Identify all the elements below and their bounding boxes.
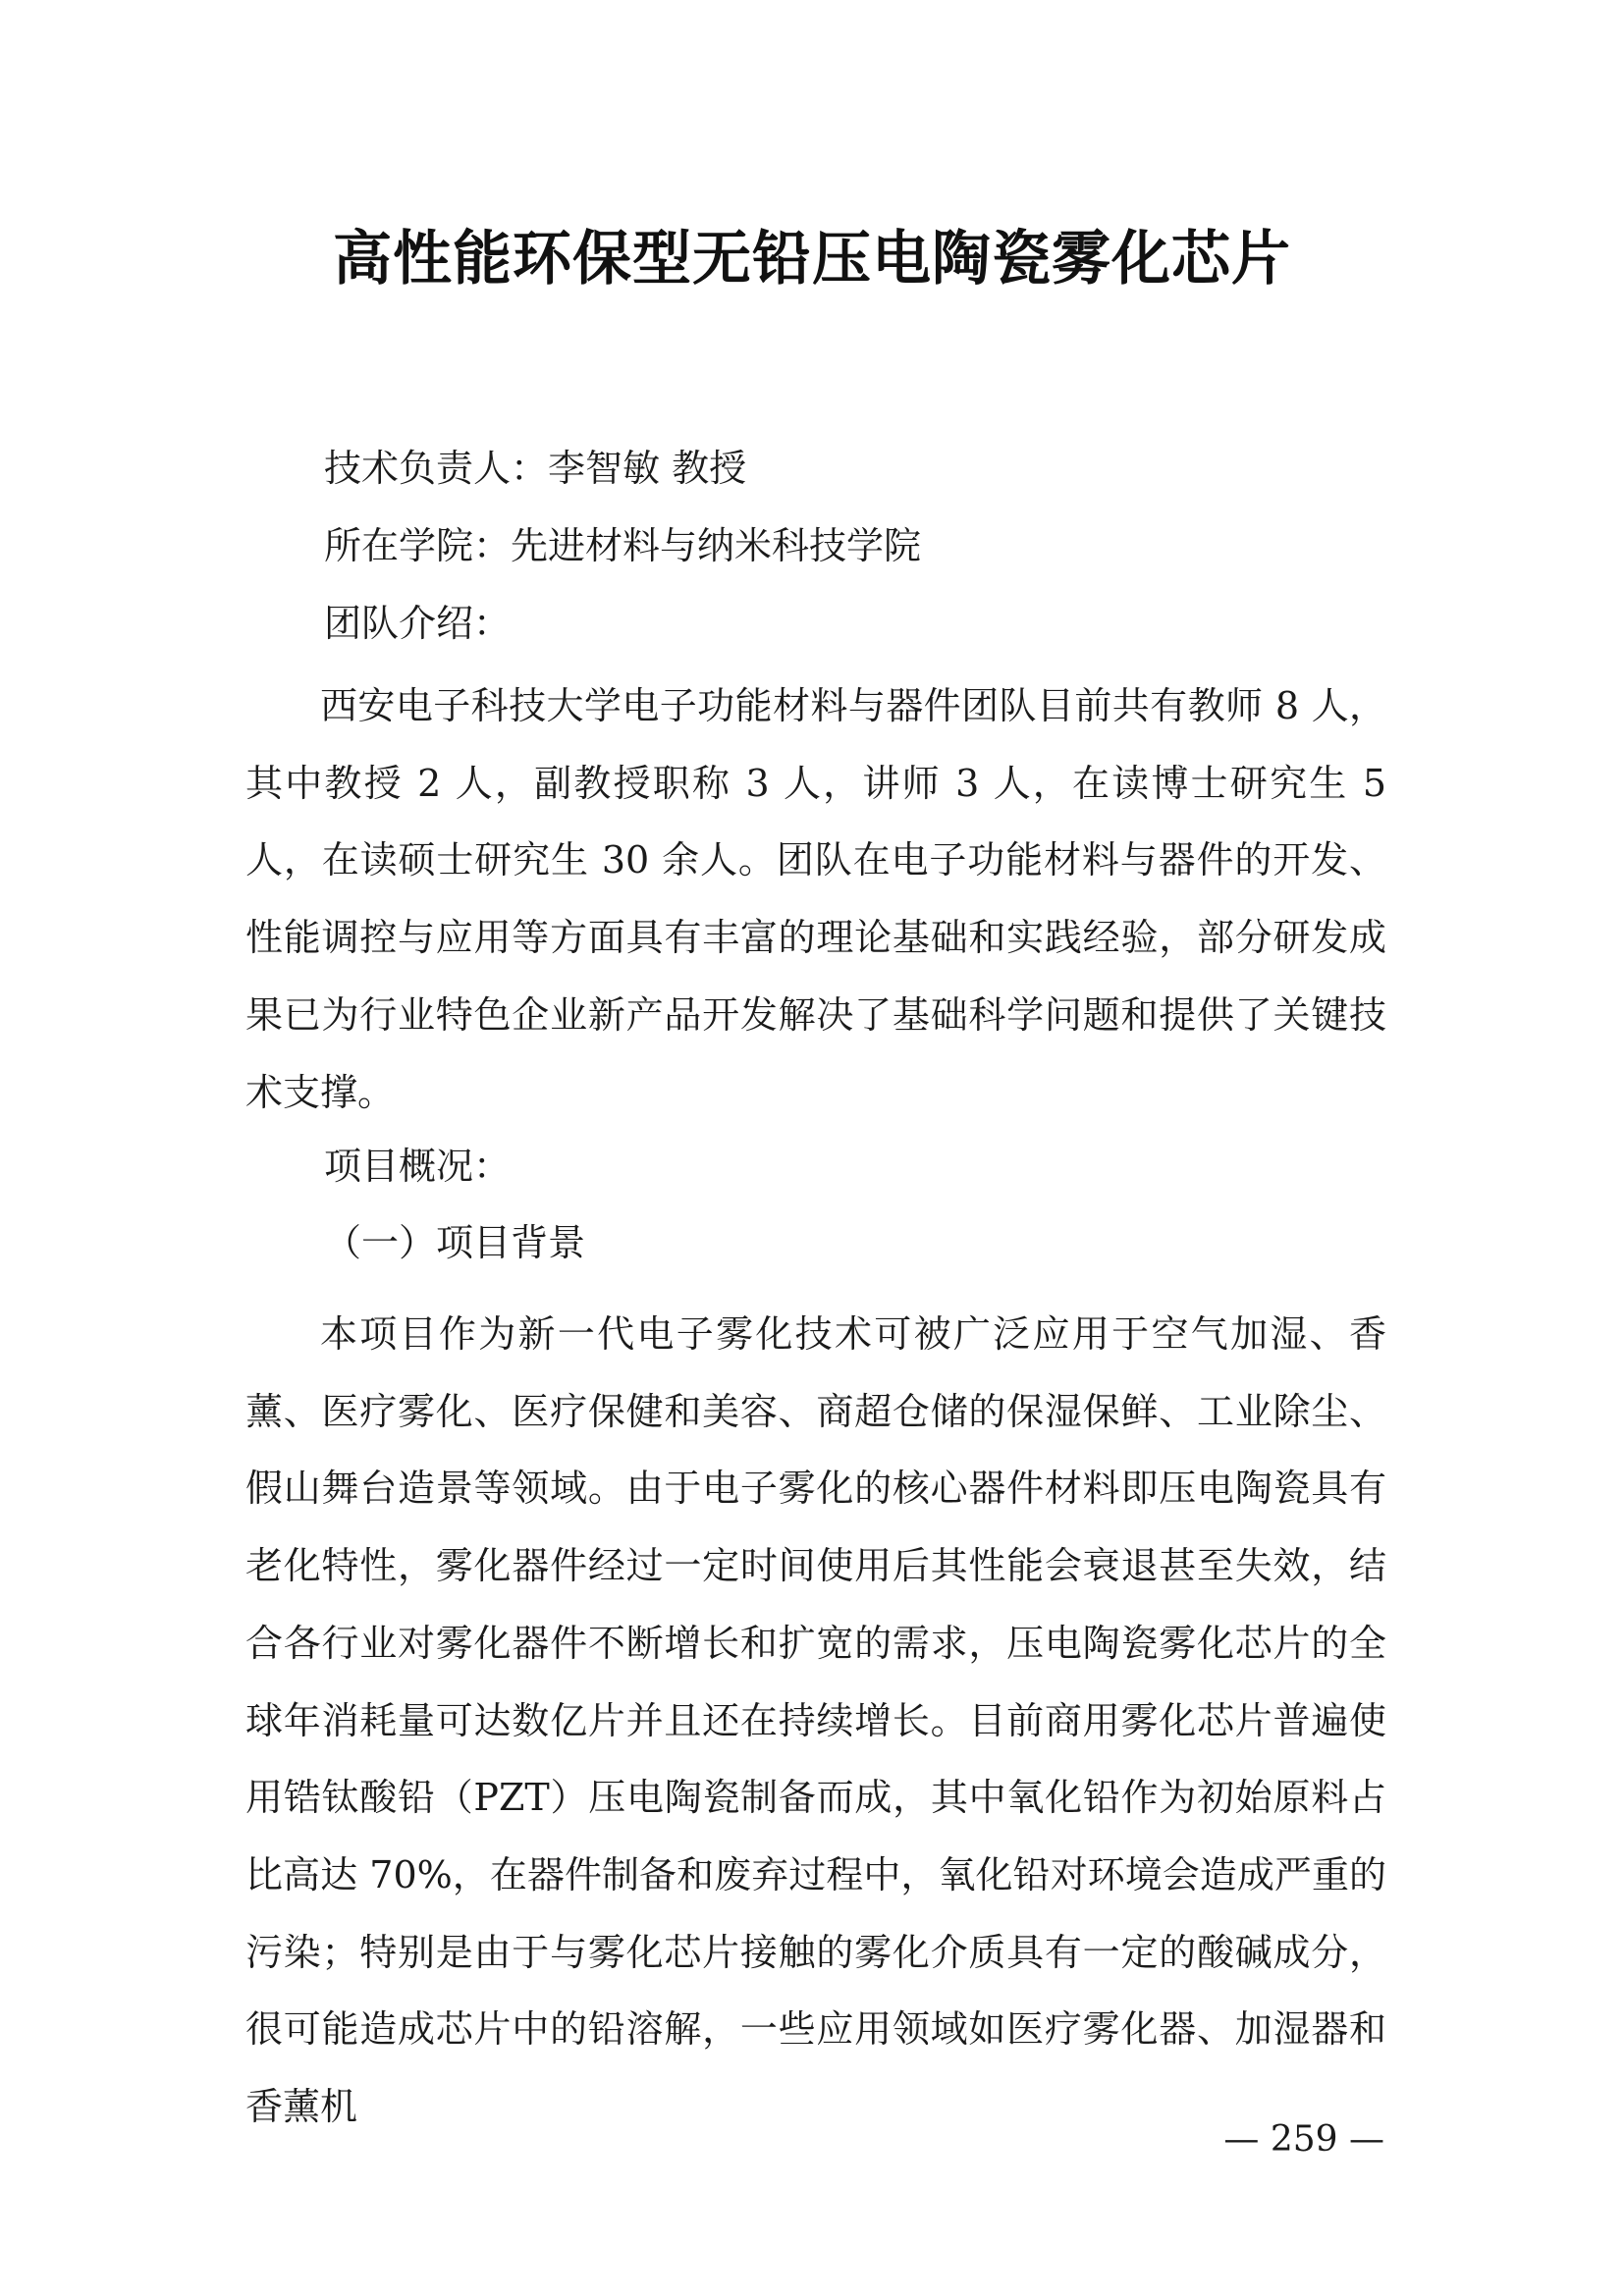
overview-heading: 项目概况： xyxy=(324,1145,512,1188)
background-heading: （一）项目背景 xyxy=(324,1221,586,1264)
document-title: 高性能环保型无铅压电陶瓷雾化芯片 xyxy=(333,225,1291,294)
team-paragraph: 西安电子科技大学电子功能材料与器件团队目前共有教师 8 人，其中教授 2 人，副教授职称 3 人，讲师 3 人，在读博士研究生 5 人，在读硕士研究生 30 余人。团队在电子功能材料与器件的开发、性能调控与应用等方面具有丰富的理论基础和实践经验，部分研发成果已为行业特色企业新产品开发解决了基础科学问题和提供了关键技术支撑。 xyxy=(245,684,1386,1114)
page-number: — 259 — xyxy=(1223,2119,1384,2160)
college-line: 所在学院：先进材料与纳米科技学院 xyxy=(324,524,922,567)
background-paragraph: 本项目作为新一代电子雾化技术可被广泛应用于空气加湿、香薰、医疗雾化、医疗保健和美容、商超仓储的保湿保鲜、工业除尘、假山舞台造景等领域。由于电子雾化的核心器件材料即压电陶瓷具有老化特性，雾化器件经过一定时间使用后其性能会衰退甚至失效，结合各行业对雾化器件不断增长和扩宽的需求，压电陶瓷雾化芯片的全球年消耗量可达数亿片并且还在持续增长。目前商用雾化芯片普遍使用锆钛酸铅（PZT）压电陶瓷制备而成，其中氧化铅作为初始原料占比高达 70%，在器件制备和废弃过程中，氧化铅对环境会造成严重的污染；特别是由于与雾化芯片接触的雾化介质具有一定的酸碱成分，很可能造成芯片中的铅溶解，一些应用领域如医疗雾化器、加湿器和香薰机 xyxy=(245,1312,1386,2129)
technical-leader: 技术负责人：李智敏 教授 xyxy=(324,447,747,490)
team-heading: 团队介绍： xyxy=(324,602,512,645)
